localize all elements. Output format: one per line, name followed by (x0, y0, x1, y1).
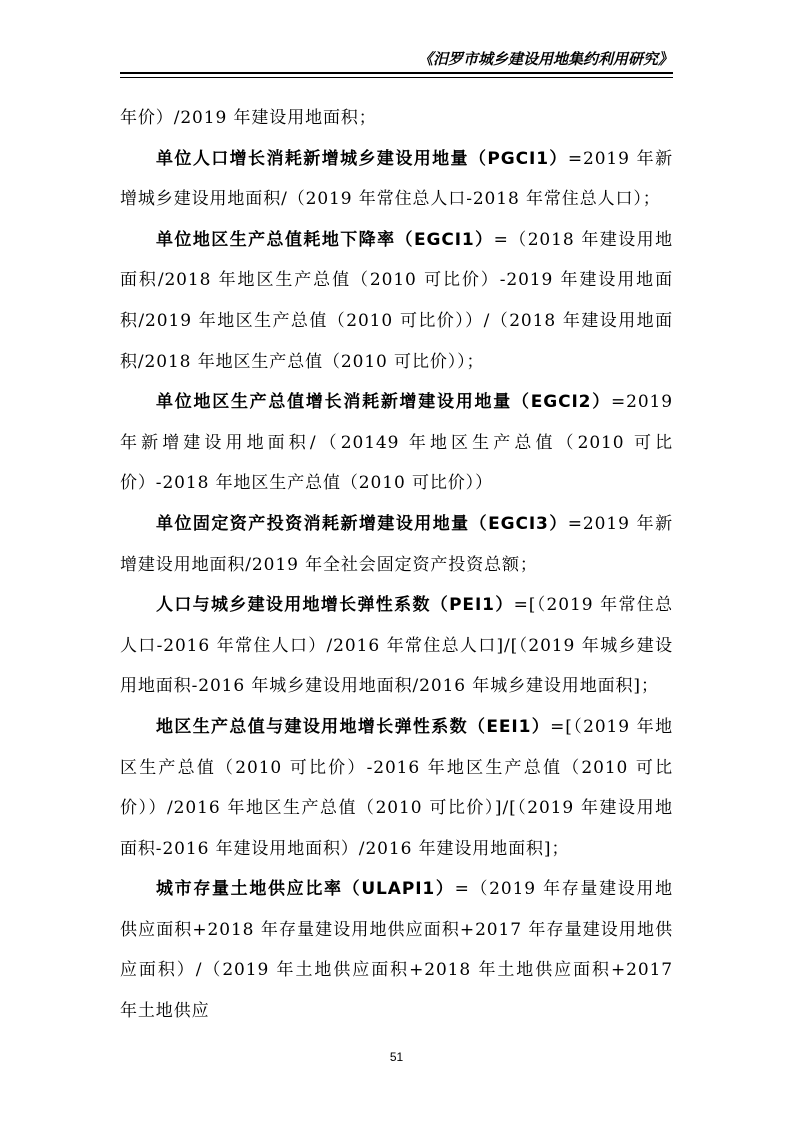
paragraph-pgci1 (120, 139, 673, 220)
indicator-term: 城市存量土地供应比率（ULAPI1） (156, 879, 455, 900)
paragraph-continuation (120, 98, 673, 139)
paragraph-ulapi1 (120, 869, 673, 1031)
indicator-formula: =[（2019 年地区生产总值（2010 可比价）-2016 年地区生产总值（2010 可比价））/2016 年地区生产总值（2010 可比价）]/[（2019 年建设用地面积-2016 年建设用地面积）/2016 年建设用地面积]； (120, 716, 673, 859)
indicator-formula: =2019 年新增城乡建设用地面积/（2019 年常住总人口-2018 年常住总人口）； (120, 148, 673, 210)
paragraph-egci3 (120, 504, 673, 585)
body-text (120, 98, 673, 1032)
paragraph-text: 年价）/2019 年建设用地面积； (120, 108, 377, 128)
header-rule-thick (120, 72, 673, 74)
header-rule-thin (120, 77, 673, 78)
indicator-term: 单位地区生产总值耗地下降率（EGCI1） (156, 229, 494, 250)
indicator-term: 人口与城乡建设用地增长弹性系数（PEI1） (156, 595, 514, 616)
indicator-formula: =2019 年新增建设用地面积/（20149 年地区生产总值（2010 可比价）-2018 年地区生产总值（2010 可比价）） (120, 392, 673, 494)
indicator-formula: =2019 年新增建设用地面积/2019 年全社会固定资产投资总额； (120, 513, 673, 575)
indicator-term: 单位人口增长消耗新增城乡建设用地量（PGCI1） (156, 148, 568, 169)
paragraph-pei1 (120, 585, 673, 707)
paragraph-eei1 (120, 707, 673, 869)
indicator-term: 单位固定资产投资消耗新增建设用地量（EGCI3） (156, 513, 568, 534)
paragraph-egci2 (120, 382, 673, 504)
indicator-term: 地区生产总值与建设用地增长弹性系数（EEI1） (156, 716, 551, 737)
paragraph-egci1 (120, 220, 673, 382)
page-number: 51 (389, 1050, 404, 1064)
indicator-formula: =（2018 年建设用地面积/2018 年地区生产总值（2010 可比价）-2019 年建设用地面积/2019 年地区生产总值（2010 可比价））/（2018 年建设用地面积/2018 年地区生产总值（2010 可比价））； (120, 229, 673, 372)
running-header-title: 《汨罗市城乡建设用地集约利用研究》 (417, 50, 673, 68)
indicator-formula: =（2019 年存量建设用地供应面积+2018 年存量建设用地供应面积+2017 年存量建设用地供应面积）/（2019 年土地供应面积+2018 年土地供应面积+2017 年土地供应 (120, 879, 673, 1022)
indicator-term: 单位地区生产总值增长消耗新增建设用地量（EGCI2） (156, 392, 611, 413)
indicator-formula: =[（2019 年常住总人口-2016 年常住人口）/2016 年常住总人口]/[（2019 年城乡建设用地面积-2016 年城乡建设用地面积/2016 年城乡建设用地面积]； (120, 595, 673, 697)
